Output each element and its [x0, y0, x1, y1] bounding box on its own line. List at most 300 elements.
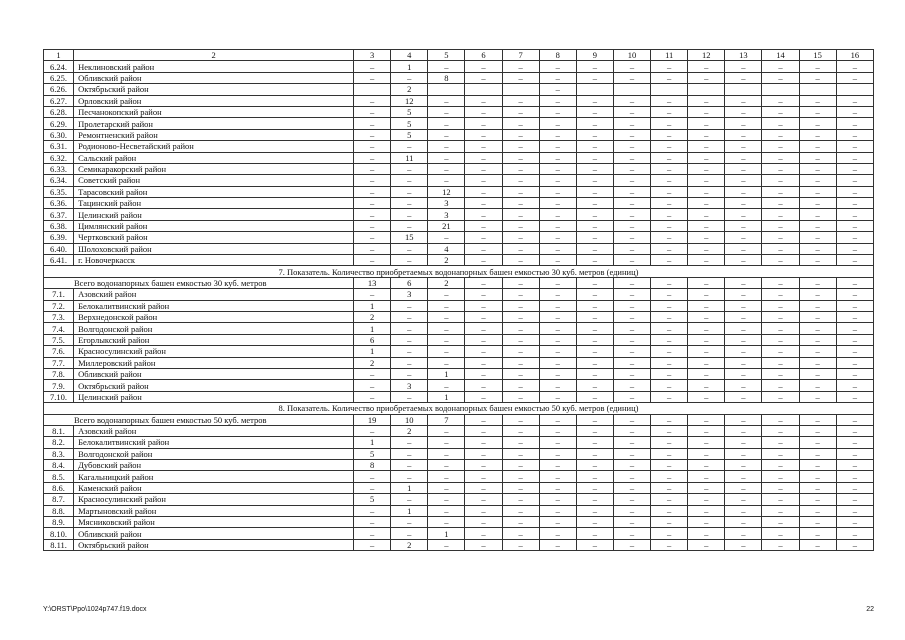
value-cell: – — [688, 232, 725, 243]
value-cell: – — [688, 380, 725, 391]
value-cell: 5 — [391, 129, 428, 140]
value-cell: – — [725, 471, 762, 482]
value-cell: – — [465, 323, 502, 334]
value-cell: – — [651, 300, 688, 311]
total-value-cell: – — [799, 277, 836, 288]
value-cell: – — [651, 368, 688, 379]
value-cell: 1 — [354, 300, 391, 311]
value-cell — [502, 84, 539, 95]
value-cell: – — [539, 357, 576, 368]
value-cell: – — [502, 357, 539, 368]
row-number: 6.38. — [44, 220, 74, 231]
district-name: Белокалитвинский район — [74, 300, 354, 311]
value-cell: – — [725, 311, 762, 322]
value-cell: 2 — [391, 425, 428, 436]
value-cell: – — [539, 72, 576, 83]
value-cell: – — [428, 482, 465, 493]
value-cell: – — [836, 517, 873, 528]
value-cell: – — [428, 357, 465, 368]
value-cell: – — [836, 118, 873, 129]
value-cell: – — [576, 106, 613, 117]
value-cell — [354, 84, 391, 95]
value-cell — [428, 84, 465, 95]
table-row — [44, 141, 874, 152]
value-cell: – — [465, 72, 502, 83]
value-cell: – — [762, 528, 799, 539]
value-cell: – — [725, 323, 762, 334]
value-cell: – — [391, 300, 428, 311]
value-cell: – — [576, 494, 613, 505]
value-cell: – — [688, 163, 725, 174]
value-cell: – — [354, 517, 391, 528]
value-cell: – — [539, 528, 576, 539]
value-cell: – — [576, 300, 613, 311]
value-cell: – — [725, 334, 762, 345]
value-cell: – — [836, 311, 873, 322]
value-cell: – — [539, 539, 576, 550]
value-cell: – — [391, 368, 428, 379]
value-cell: – — [391, 311, 428, 322]
value-cell: – — [539, 186, 576, 197]
value-cell: – — [613, 471, 650, 482]
value-cell: – — [576, 61, 613, 72]
value-cell: – — [799, 460, 836, 471]
total-value-cell: – — [539, 414, 576, 425]
value-cell: – — [799, 346, 836, 357]
value-cell: – — [688, 471, 725, 482]
value-cell: – — [762, 300, 799, 311]
district-name: Октябрьский район — [74, 84, 354, 95]
row-number: 7.3. — [44, 311, 74, 322]
value-cell: – — [799, 357, 836, 368]
value-cell: – — [465, 300, 502, 311]
value-cell: – — [651, 471, 688, 482]
value-cell: – — [576, 175, 613, 186]
value-cell: – — [539, 334, 576, 345]
value-cell: – — [725, 198, 762, 209]
value-cell: – — [836, 209, 873, 220]
value-cell: – — [762, 220, 799, 231]
table-row — [44, 232, 874, 243]
value-cell: – — [688, 517, 725, 528]
value-cell: – — [725, 209, 762, 220]
value-cell: – — [576, 95, 613, 106]
value-cell: – — [576, 141, 613, 152]
value-cell: – — [502, 198, 539, 209]
district-name: Миллеровский район — [74, 357, 354, 368]
row-number: 7.6. — [44, 346, 74, 357]
value-cell: – — [576, 209, 613, 220]
table-row — [44, 289, 874, 300]
value-cell: – — [354, 482, 391, 493]
value-cell — [651, 84, 688, 95]
total-value-cell: – — [836, 414, 873, 425]
value-cell: – — [428, 163, 465, 174]
value-cell: 2 — [354, 311, 391, 322]
value-cell: – — [465, 243, 502, 254]
value-cell: – — [762, 323, 799, 334]
value-cell: – — [354, 186, 391, 197]
value-cell: – — [539, 243, 576, 254]
value-cell: 1 — [428, 528, 465, 539]
value-cell: – — [651, 346, 688, 357]
value-cell: – — [688, 61, 725, 72]
value-cell: – — [465, 346, 502, 357]
value-cell: – — [613, 243, 650, 254]
value-cell: – — [539, 425, 576, 436]
total-value-cell: – — [651, 414, 688, 425]
district-name: Обливский район — [74, 528, 354, 539]
district-name: Чертковский район — [74, 232, 354, 243]
value-cell: – — [465, 471, 502, 482]
value-cell: – — [576, 129, 613, 140]
value-cell — [836, 84, 873, 95]
value-cell: – — [836, 152, 873, 163]
value-cell: – — [391, 346, 428, 357]
value-cell: – — [688, 255, 725, 266]
value-cell: 15 — [391, 232, 428, 243]
value-cell: – — [576, 368, 613, 379]
value-cell: – — [576, 437, 613, 448]
value-cell: – — [539, 448, 576, 459]
value-cell — [576, 84, 613, 95]
value-cell: – — [613, 186, 650, 197]
value-cell: – — [651, 311, 688, 322]
value-cell: 8 — [428, 72, 465, 83]
value-cell: – — [651, 175, 688, 186]
table-row — [44, 220, 874, 231]
value-cell: – — [762, 517, 799, 528]
table-header-row — [44, 50, 874, 61]
section-heading: 7. Показатель. Количество приобретаемых водонапорных башен емкостью 30 куб. метров (единиц) — [44, 266, 874, 277]
value-cell: – — [725, 175, 762, 186]
value-cell: – — [465, 448, 502, 459]
value-cell: – — [354, 220, 391, 231]
value-cell: – — [651, 380, 688, 391]
value-cell: – — [651, 152, 688, 163]
value-cell: – — [465, 209, 502, 220]
value-cell: – — [428, 95, 465, 106]
value-cell: – — [502, 106, 539, 117]
value-cell: – — [613, 72, 650, 83]
value-cell: – — [391, 186, 428, 197]
value-cell: – — [836, 380, 873, 391]
value-cell: – — [502, 175, 539, 186]
district-name: Верхнедонской район — [74, 311, 354, 322]
value-cell: – — [651, 255, 688, 266]
value-cell: – — [688, 368, 725, 379]
value-cell: – — [836, 323, 873, 334]
value-cell: – — [502, 471, 539, 482]
value-cell: – — [799, 209, 836, 220]
row-number: 6.36. — [44, 198, 74, 209]
row-number: 8.4. — [44, 460, 74, 471]
value-cell: – — [502, 61, 539, 72]
table-row — [44, 129, 874, 140]
table-row — [44, 528, 874, 539]
value-cell: – — [428, 539, 465, 550]
value-cell: – — [502, 460, 539, 471]
row-number: 8.6. — [44, 482, 74, 493]
value-cell: – — [651, 141, 688, 152]
value-cell: 5 — [354, 448, 391, 459]
header-cell: 6 — [465, 50, 502, 61]
table-row — [44, 368, 874, 379]
table-row — [44, 460, 874, 471]
table-row — [44, 106, 874, 117]
row-number: 8.10. — [44, 528, 74, 539]
value-cell: – — [613, 289, 650, 300]
header-cell: 16 — [836, 50, 873, 61]
value-cell — [725, 84, 762, 95]
value-cell: – — [391, 460, 428, 471]
value-cell: – — [762, 311, 799, 322]
district-name: Песчанокопский район — [74, 106, 354, 117]
value-cell: – — [762, 129, 799, 140]
value-cell: – — [539, 106, 576, 117]
value-cell: 5 — [391, 106, 428, 117]
value-cell: – — [688, 448, 725, 459]
value-cell: – — [502, 255, 539, 266]
value-cell: – — [391, 334, 428, 345]
value-cell: – — [354, 391, 391, 402]
value-cell: – — [836, 460, 873, 471]
total-value-cell: – — [762, 414, 799, 425]
value-cell: – — [539, 220, 576, 231]
value-cell: – — [651, 186, 688, 197]
value-cell: – — [762, 380, 799, 391]
value-cell: – — [799, 391, 836, 402]
value-cell: – — [688, 129, 725, 140]
district-name: Волгодонской район — [74, 448, 354, 459]
value-cell: 21 — [428, 220, 465, 231]
value-cell: – — [576, 391, 613, 402]
value-cell: – — [465, 141, 502, 152]
value-cell: – — [725, 482, 762, 493]
value-cell: – — [688, 346, 725, 357]
value-cell: – — [651, 289, 688, 300]
value-cell: – — [799, 152, 836, 163]
value-cell: – — [651, 118, 688, 129]
total-value-cell: – — [725, 277, 762, 288]
value-cell: – — [836, 243, 873, 254]
value-cell: – — [613, 357, 650, 368]
value-cell: – — [613, 437, 650, 448]
value-cell: – — [762, 95, 799, 106]
value-cell: – — [502, 311, 539, 322]
table-row — [44, 437, 874, 448]
value-cell: – — [651, 528, 688, 539]
value-cell: 1 — [428, 391, 465, 402]
value-cell: – — [428, 517, 465, 528]
value-cell: – — [836, 300, 873, 311]
row-number: 6.33. — [44, 163, 74, 174]
value-cell: – — [799, 448, 836, 459]
value-cell: – — [651, 106, 688, 117]
value-cell: – — [762, 437, 799, 448]
value-cell: – — [465, 175, 502, 186]
value-cell: – — [836, 482, 873, 493]
footer-file-path: Y:\ORST\Ppo\1024p747.f19.docx — [43, 606, 147, 613]
value-cell: – — [354, 72, 391, 83]
value-cell: – — [836, 61, 873, 72]
section-heading-row — [44, 266, 874, 277]
value-cell: – — [354, 255, 391, 266]
value-cell: – — [799, 118, 836, 129]
value-cell: – — [762, 175, 799, 186]
value-cell: – — [502, 425, 539, 436]
value-cell: – — [651, 198, 688, 209]
table-row — [44, 425, 874, 436]
total-value-cell: 19 — [354, 414, 391, 425]
value-cell: – — [428, 175, 465, 186]
value-cell: – — [354, 106, 391, 117]
value-cell: – — [613, 163, 650, 174]
value-cell: – — [428, 471, 465, 482]
value-cell: – — [613, 255, 650, 266]
district-name: Целинский район — [74, 391, 354, 402]
value-cell: – — [576, 380, 613, 391]
district-name: Октябрьский район — [74, 380, 354, 391]
value-cell: – — [651, 95, 688, 106]
value-cell: – — [391, 471, 428, 482]
value-cell: – — [539, 95, 576, 106]
value-cell: – — [725, 300, 762, 311]
value-cell: – — [613, 494, 650, 505]
value-cell: – — [762, 106, 799, 117]
value-cell: – — [762, 255, 799, 266]
value-cell: – — [354, 232, 391, 243]
value-cell: – — [688, 141, 725, 152]
value-cell: – — [836, 255, 873, 266]
value-cell: – — [688, 311, 725, 322]
value-cell: – — [836, 471, 873, 482]
value-cell: – — [725, 255, 762, 266]
value-cell: – — [539, 289, 576, 300]
value-cell: 12 — [428, 186, 465, 197]
value-cell: – — [539, 209, 576, 220]
value-cell: – — [688, 243, 725, 254]
value-cell: – — [836, 539, 873, 550]
value-cell: – — [613, 141, 650, 152]
value-cell: – — [576, 334, 613, 345]
value-cell: – — [502, 163, 539, 174]
row-number: 7.2. — [44, 300, 74, 311]
value-cell: – — [502, 528, 539, 539]
value-cell: – — [725, 243, 762, 254]
row-number: 8.8. — [44, 505, 74, 516]
value-cell: – — [428, 129, 465, 140]
total-row — [44, 414, 874, 425]
value-cell: – — [725, 152, 762, 163]
value-cell: – — [576, 517, 613, 528]
value-cell: – — [799, 163, 836, 174]
value-cell: – — [502, 494, 539, 505]
table-row — [44, 255, 874, 266]
value-cell: – — [799, 198, 836, 209]
value-cell: – — [465, 368, 502, 379]
value-cell: – — [502, 482, 539, 493]
row-number: 8.7. — [44, 494, 74, 505]
value-cell: – — [502, 539, 539, 550]
value-cell: 3 — [428, 198, 465, 209]
value-cell: – — [539, 255, 576, 266]
value-cell: – — [539, 141, 576, 152]
value-cell: – — [651, 437, 688, 448]
table-row — [44, 72, 874, 83]
value-cell: – — [576, 482, 613, 493]
district-name: Целинский район — [74, 209, 354, 220]
value-cell: – — [613, 482, 650, 493]
table-body — [44, 50, 874, 551]
value-cell: – — [762, 163, 799, 174]
value-cell: – — [613, 220, 650, 231]
value-cell: – — [688, 505, 725, 516]
total-value-cell: – — [688, 277, 725, 288]
value-cell: – — [502, 129, 539, 140]
district-name: Красносулинский район — [74, 346, 354, 357]
row-number: 6.28. — [44, 106, 74, 117]
value-cell: – — [391, 528, 428, 539]
value-cell: – — [502, 95, 539, 106]
value-cell: – — [613, 368, 650, 379]
value-cell: – — [762, 186, 799, 197]
value-cell: – — [428, 141, 465, 152]
value-cell: – — [836, 289, 873, 300]
value-cell: – — [725, 505, 762, 516]
value-cell: – — [539, 505, 576, 516]
value-cell: – — [725, 357, 762, 368]
value-cell: – — [576, 311, 613, 322]
value-cell: – — [539, 323, 576, 334]
value-cell: – — [836, 505, 873, 516]
value-cell: – — [465, 152, 502, 163]
value-cell: – — [428, 437, 465, 448]
value-cell: – — [799, 482, 836, 493]
table-row — [44, 334, 874, 345]
value-cell: – — [762, 482, 799, 493]
district-name: Обливский район — [74, 368, 354, 379]
value-cell: – — [613, 448, 650, 459]
value-cell: 1 — [391, 61, 428, 72]
value-cell — [799, 84, 836, 95]
section-heading: 8. Показатель. Количество приобретаемых водонапорных башен емкостью 50 куб. метров (единиц) — [44, 403, 874, 414]
value-cell: – — [688, 220, 725, 231]
value-cell: – — [799, 528, 836, 539]
value-cell: 2 — [391, 84, 428, 95]
value-cell: 5 — [391, 118, 428, 129]
row-number: 7.5. — [44, 334, 74, 345]
row-number: 6.34. — [44, 175, 74, 186]
header-cell: 2 — [74, 50, 354, 61]
table-row — [44, 300, 874, 311]
value-cell: – — [428, 380, 465, 391]
value-cell: – — [799, 494, 836, 505]
value-cell: – — [725, 232, 762, 243]
value-cell — [465, 84, 502, 95]
value-cell: – — [502, 346, 539, 357]
value-cell: – — [613, 175, 650, 186]
table-row — [44, 494, 874, 505]
value-cell: – — [539, 346, 576, 357]
row-number: 6.26. — [44, 84, 74, 95]
value-cell: – — [799, 368, 836, 379]
value-cell: – — [465, 129, 502, 140]
value-cell: – — [354, 129, 391, 140]
value-cell: – — [539, 460, 576, 471]
table-row — [44, 186, 874, 197]
row-number: 7.7. — [44, 357, 74, 368]
